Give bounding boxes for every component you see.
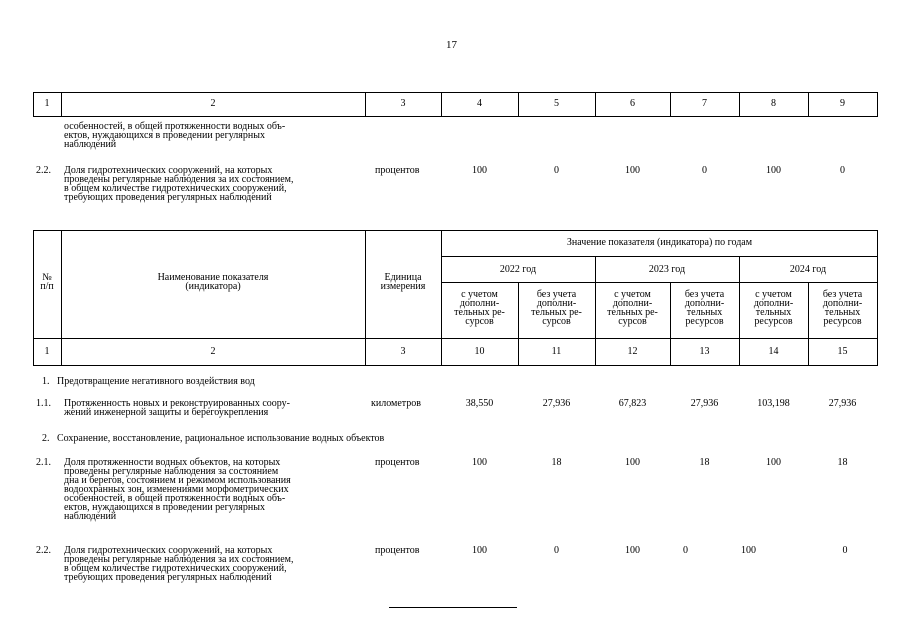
- col-number: 2: [210, 346, 216, 357]
- value-cell: 18: [551, 457, 562, 468]
- value-cell: 27,936: [690, 398, 719, 409]
- top-col-number: 4: [477, 98, 482, 109]
- row-number: 2.2.: [36, 545, 51, 556]
- value-cell: 38,550: [465, 398, 494, 409]
- indicator-name: Протяженность новых и реконструированных соору- жений инженерной защиты и берегоукрепления: [64, 398, 290, 418]
- value-cell: 0: [554, 545, 559, 556]
- header-subcolumn: без учета дополни- тельных ресурсов: [684, 289, 725, 327]
- header-year-2023: 2023 год: [648, 264, 686, 275]
- header-number: № п/п: [40, 272, 54, 292]
- value-cell: 27,936: [542, 398, 571, 409]
- row-number: 2.2.: [36, 165, 51, 176]
- value-cell: 100: [766, 457, 781, 468]
- unit: километров: [371, 398, 421, 409]
- value-cell: 103,198: [757, 398, 790, 409]
- footnote-separator: [389, 607, 517, 608]
- main-table-vline: [365, 230, 366, 366]
- value-cell: 18: [837, 457, 848, 468]
- value-cell: 67,823: [618, 398, 647, 409]
- value-cell: 100: [741, 545, 756, 556]
- main-table-vline: [61, 230, 62, 366]
- header-unit: Единица измерения: [380, 272, 426, 292]
- top-col-number: 9: [840, 98, 845, 109]
- top-col-number: 2: [210, 98, 216, 109]
- section-heading: 2. Сохранение, восстановление, рациональное использование водных объектов: [42, 433, 385, 444]
- indicator-name: Доля гидротехнических сооружений, на которых проведены регулярные наблюдения за их состоянием, в общем количестве гидротехнических сооружений, требующих проведения регулярных наблюдений: [64, 545, 294, 583]
- header-year-2022: 2022 год: [499, 264, 537, 275]
- col-number: 1: [44, 346, 50, 357]
- top-table-border-top: [33, 92, 878, 93]
- value-cell: 100: [625, 457, 640, 468]
- value-cell: 18: [699, 457, 710, 468]
- top-col-number: 7: [702, 98, 707, 109]
- row-number: 2.1.: [36, 457, 51, 468]
- col-number: 10: [474, 346, 485, 357]
- top-col-number: 5: [554, 98, 559, 109]
- header-values-by-year: Значение показателя (индикатора) по годам: [566, 237, 753, 248]
- value-cell: 100: [472, 545, 487, 556]
- value-cell: 27,936: [828, 398, 857, 409]
- header-subcolumn: с учетом дополни- тельных ре- сурсов: [454, 289, 505, 327]
- value-cell: 0: [842, 545, 848, 556]
- header-subcolumn: без учета дополни- тельных ресурсов: [822, 289, 863, 327]
- value-cell: 0: [702, 165, 707, 176]
- main-table-vline: [877, 230, 878, 366]
- main-table-border-top: [33, 230, 878, 231]
- value-cell: 0: [554, 165, 559, 176]
- main-table-vline: [33, 230, 34, 366]
- main-table-hline: [441, 282, 878, 283]
- top-table-border-bottom: [33, 116, 878, 117]
- row-number: 1.1.: [36, 398, 51, 409]
- top-col-number: 6: [630, 98, 635, 109]
- col-number: 13: [699, 346, 710, 357]
- col-number: 15: [837, 346, 848, 357]
- header-indicator-name: Наименование показателя (индикатора): [157, 272, 269, 292]
- col-number: 11: [551, 346, 562, 357]
- value-cell: 100: [625, 165, 640, 176]
- value-cell: 0: [840, 165, 845, 176]
- value-cell: 100: [766, 165, 781, 176]
- top-col-number: 8: [771, 98, 776, 109]
- indicator-name: Доля гидротехнических сооружений, на которых проведены регулярные наблюдения за их состоянием, в общем количестве гидротехнических сооружений, требующих проведения регулярных наблюдений: [64, 165, 294, 203]
- header-subcolumn: с учетом дополни- тельных ресурсов: [753, 289, 794, 327]
- continued-indicator-text: особенностей, в общей протяженности водных объ- ектов, нуждающихся в проведении регулярных наблюдений: [64, 121, 286, 150]
- top-table-vline: [877, 92, 878, 117]
- header-subcolumn: без учета дополни- тельных ре- сурсов: [531, 289, 582, 327]
- header-year-2024: 2024 год: [789, 264, 827, 275]
- value-cell: 0: [683, 545, 688, 556]
- indicator-name: Доля протяженности водных объектов, на которых проведены регулярные наблюдения за состоянием дна и берегов, состоянием и режимом использования водоохранных зон, изменениями морфометрических особенностей, в общей протяженности водных объ- ектов, нуждающихся в проведении регулярных наблюдений: [64, 457, 291, 522]
- col-number: 12: [627, 346, 638, 357]
- section-heading: 1. Предотвращение негативного воздействия вод: [42, 376, 255, 387]
- unit: процентов: [375, 165, 420, 176]
- value-cell: 100: [625, 545, 640, 556]
- unit: процентов: [375, 545, 420, 556]
- main-table-hline: [33, 365, 878, 366]
- col-number: 3: [400, 346, 406, 357]
- main-table-hline: [33, 338, 878, 339]
- col-number: 14: [768, 346, 779, 357]
- top-col-number: 3: [400, 98, 406, 109]
- header-subcolumn: с учетом дополни- тельных ре- сурсов: [607, 289, 658, 327]
- page-number: 17: [446, 39, 457, 51]
- top-col-number: 1: [44, 98, 50, 109]
- value-cell: 100: [472, 457, 487, 468]
- value-cell: 100: [472, 165, 487, 176]
- main-table-hline: [441, 256, 878, 257]
- unit: процентов: [375, 457, 420, 468]
